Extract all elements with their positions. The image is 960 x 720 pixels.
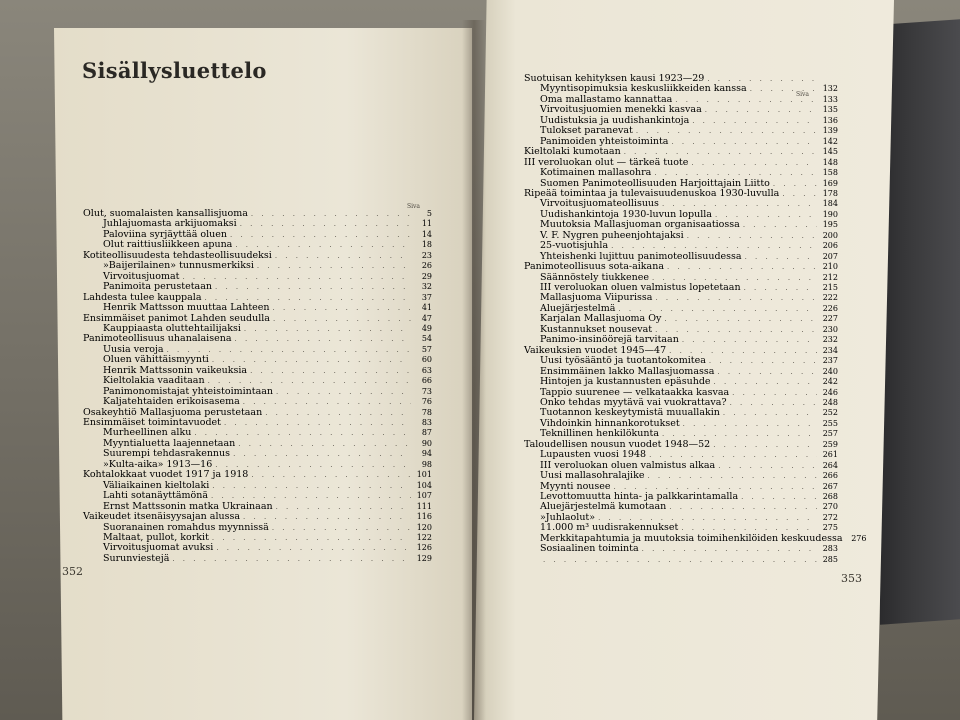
- toc-entry-title: Suotuisan kehityksen kausi 1923—29: [524, 73, 705, 84]
- toc-entry-page: 98: [421, 459, 432, 469]
- toc-entry: [540, 105, 838, 115]
- toc-entry-page: 148: [822, 157, 838, 167]
- toc-entry-title: Oma mallastamo kannattaa: [540, 93, 673, 105]
- toc-entry: [540, 199, 838, 209]
- toc-entry-title: Ensimmäinen lakko Mallasjuomassa: [540, 365, 715, 377]
- toc-entry-page: 212: [822, 272, 838, 282]
- leader-dots: [741, 492, 817, 502]
- toc-entry-title: Vihdoinkin hinnankorotukset: [540, 417, 680, 429]
- toc-entry-page: 234: [822, 345, 838, 355]
- toc-entry-page: 54: [421, 334, 432, 344]
- toc-entry-title: Tulokset paranevat: [540, 125, 633, 137]
- leader-dots: [250, 366, 411, 376]
- toc-entry-title: Ripeää toimintaa ja tulevaisuudenuskoa 1930-luvulla: [524, 187, 780, 199]
- leader-dots: [745, 252, 817, 262]
- toc-entry-title: Kustannukset nousevat: [540, 323, 653, 335]
- toc-entry-title: Juhlajuomasta arkijuomaksi: [103, 218, 237, 230]
- toc-entry-title: Aluejärjestelmä kumotaan: [540, 501, 667, 513]
- toc-entry-page: 237: [822, 356, 838, 366]
- toc-entry-page: 14: [421, 229, 432, 239]
- toc-entry-page: 101: [416, 470, 432, 480]
- leader-dots: [714, 377, 817, 387]
- toc-entry: [103, 428, 432, 438]
- toc-entry-title: 11.000 m³ uudisrakennukset: [540, 522, 679, 534]
- toc-entry-page: 49: [421, 323, 432, 333]
- leader-dots: [732, 388, 817, 398]
- toc-entry-title: Mallasjuoma Viipurissa: [540, 292, 653, 304]
- toc-entry-page: 190: [822, 209, 838, 219]
- page-number-right: 353: [841, 572, 862, 585]
- toc-entry-page: 5: [426, 209, 432, 218]
- toc-entry-title: Kotiteollisuudesta tehdasteollisuudeksi: [83, 249, 272, 261]
- leader-dots: [212, 355, 411, 365]
- leader-dots: [611, 241, 817, 251]
- toc-entry-page: 111: [416, 501, 432, 511]
- toc-entry-title: Vaikeuksien vuodet 1945—47: [524, 344, 667, 356]
- toc-entry-title: Oluen vähittäismyynti: [103, 354, 209, 366]
- toc-entry-page: 78: [421, 407, 432, 417]
- toc-entry-title: Uusi mallasohralajike: [540, 470, 645, 482]
- toc-entry: [103, 543, 432, 553]
- toc-entry-title: Uudistuksia ja uudishankintoja: [540, 114, 690, 126]
- leader-dots: [276, 387, 411, 397]
- toc-entry-page: 37: [421, 292, 432, 302]
- leader-dots: [230, 230, 411, 240]
- toc-entry-page: 132: [822, 84, 838, 94]
- toc-entry: [103, 355, 432, 365]
- toc-entry-title: Suurempi tehdasrakennus: [103, 448, 231, 460]
- toc-entry-title: Onko tehdas myytävä vai vuokrattava?: [540, 396, 727, 408]
- toc-entry-page: 122: [416, 532, 432, 542]
- toc-entry-page: 261: [822, 450, 838, 460]
- toc-entry-title: Olut raittiusliikkeen apuna: [103, 239, 233, 251]
- toc-entry-title: III veroluokan oluen valmistus lopetetaan: [540, 282, 741, 293]
- leader-dots: [744, 283, 817, 293]
- leader-dots: [647, 471, 817, 481]
- toc-entry-page: 232: [822, 335, 838, 345]
- toc-entry: [103, 261, 432, 271]
- toc-entry-page: 184: [822, 199, 838, 209]
- siva-label-left: Siva: [407, 203, 420, 210]
- toc-entry-page: 252: [822, 408, 838, 418]
- toc-entry: [540, 220, 838, 230]
- toc-entry: [524, 147, 838, 157]
- leader-dots: [671, 137, 817, 147]
- toc-entry-page: 200: [822, 230, 838, 240]
- toc-entry-page: 104: [416, 480, 432, 490]
- toc-entry-title: Ensimmäiset toimintavuodet: [83, 417, 221, 428]
- toc-entry-page: 195: [822, 220, 838, 230]
- toc-entry: [103, 523, 432, 533]
- toc-entry-page: 206: [822, 241, 838, 251]
- toc-entry-page: 41: [421, 303, 432, 313]
- toc-entry-page: 90: [421, 438, 432, 448]
- leader-dots: [238, 439, 411, 449]
- toc-entry-page: 83: [421, 418, 432, 427]
- toc-entry-title: Panimo-insinöörejä tarvitaan: [540, 334, 679, 346]
- toc-entry-title: Osakeyhtiö Mallasjuoma perustetaan: [83, 406, 263, 418]
- toc-entry-page: 169: [822, 178, 838, 188]
- toc-entry-title: Säännöstely tiukkenee: [540, 271, 650, 283]
- toc-entry-page: 268: [822, 492, 838, 501]
- toc-entry-page: 242: [822, 377, 838, 387]
- toc-entry-title: Ernst Mattssonin matka Ukrainaan: [103, 500, 273, 512]
- toc-entry-title: »Juhlaolut»: [540, 511, 596, 523]
- toc-entry-title: Henrik Mattssonin vaikeuksia: [103, 364, 248, 376]
- toc-entry: [103, 491, 432, 501]
- toc-entry-title: III veroluokan oluen valmistus alkaa: [540, 459, 716, 471]
- leader-dots: [251, 470, 411, 480]
- toc-entry-page: 23: [421, 250, 432, 260]
- toc-entry: [524, 262, 838, 272]
- toc-entry: [103, 554, 432, 564]
- toc-entry-title: Murheellinen alku: [103, 427, 192, 439]
- toc-entry-page: 142: [822, 136, 838, 146]
- toc-entry-page: 136: [822, 115, 838, 125]
- toc-entry-page: 285: [822, 554, 838, 564]
- toc-entry-page: 32: [421, 282, 432, 292]
- leader-dots: [664, 314, 817, 324]
- toc-entry-title: Myyntisopimuksia keskusliikkeiden kanssa: [540, 83, 747, 95]
- toc-entry-page: 272: [822, 512, 838, 522]
- toc-entry-page: 63: [421, 365, 432, 375]
- toc-entry-page: 240: [822, 366, 838, 376]
- toc-entry: [103, 282, 432, 292]
- leader-dots: [649, 450, 817, 460]
- toc-entry-title: Virvoitusjuomien menekki kasvaa: [540, 104, 702, 116]
- toc-entry: [540, 84, 838, 94]
- toc-entry-title: Muutoksia Mallasjuoman organisaatiossa: [540, 219, 740, 231]
- toc-entry: [540, 179, 838, 189]
- toc-entry-page: 275: [822, 523, 838, 533]
- leader-dots: [240, 219, 411, 229]
- toc-entry-title: Maltaat, pullot, korkit: [103, 531, 209, 543]
- toc-entry-page: 66: [421, 376, 432, 386]
- toc-entry-title: Surunviestejä: [103, 552, 170, 564]
- leader-dots: [194, 428, 411, 438]
- leader-dots: [273, 314, 411, 324]
- toc-entry: [83, 470, 432, 480]
- leader-dots: [172, 554, 411, 564]
- toc-entry: [103, 219, 432, 229]
- toc-entry-title: 25-vuotisjuhla: [540, 240, 609, 252]
- toc-entry: [103, 376, 432, 386]
- leader-dots: [212, 533, 411, 543]
- toc-entry: [540, 168, 838, 178]
- toc-entry-title: Olut, suomalaisten kansallisjuoma: [83, 208, 248, 219]
- toc-entry-page: 135: [822, 105, 838, 115]
- toc-entry-title: Suomen Panimoteollisuuden Harjoittajain Liitto: [540, 177, 770, 189]
- page-title: Sisällysluettelo: [82, 58, 267, 83]
- toc-entry: [540, 388, 838, 398]
- toc-entry-title: Tappio suurenee — velkataakka kasvaa: [540, 386, 730, 398]
- toc-entry-page: 283: [822, 544, 838, 554]
- toc-entry-page: 215: [822, 283, 838, 292]
- toc-entry-page: 264: [822, 460, 838, 470]
- toc-entry-title: Teknillinen henkilökunta: [540, 428, 660, 440]
- toc-entry-page: 270: [822, 502, 838, 512]
- toc-entry-title: V. F. Nygren puheenjohtajaksi: [540, 229, 684, 241]
- leader-dots: [216, 543, 411, 553]
- toc-entry-title: Vaikeudet itsenäisyysajan alussa: [83, 511, 241, 523]
- toc-entry-title: III veroluokan olut — tärkeä tuote: [524, 156, 689, 168]
- leader-dots: [212, 481, 411, 491]
- toc-entry: [83, 512, 432, 522]
- toc-entry-title: Lahdesta tulee kauppala: [83, 291, 202, 303]
- toc-entry: [540, 356, 838, 366]
- leader-dots: [211, 491, 411, 501]
- toc-entry-page: 26: [421, 261, 432, 271]
- toc-entry-page: 145: [822, 147, 838, 157]
- book-gutter: [462, 20, 486, 720]
- leader-dots: [681, 523, 817, 533]
- toc-entry-page: 210: [822, 262, 838, 272]
- toc-entry-title: Tuotannon keskeytymistä muuallakin: [540, 407, 720, 419]
- toc-entry-title: Kieltolakia vaaditaan: [103, 375, 205, 387]
- toc-entry-title: Uusia veroja: [103, 343, 164, 355]
- leader-dots: [782, 189, 817, 199]
- toc-entry-title: Lupausten vuosi 1948: [540, 449, 647, 461]
- toc-entry-page: 222: [822, 293, 838, 303]
- leader-dots: [709, 356, 817, 366]
- toc-entry-title: Panimoita perustetaan: [103, 281, 212, 293]
- leader-dots: [687, 231, 817, 241]
- toc-entry-title: Panimoteollisuus sota-aikana: [524, 261, 664, 273]
- toc-entry-page: 248: [822, 397, 838, 407]
- toc-entry-title: Virvoitusjuomateollisuus: [540, 198, 659, 210]
- toc-entry: [540, 523, 838, 533]
- leader-dots: [773, 179, 817, 189]
- leader-dots: [235, 240, 411, 250]
- leader-dots: [208, 376, 411, 386]
- leader-dots: [705, 105, 817, 115]
- toc-entry-title: Virvoitusjuomat: [103, 270, 180, 282]
- toc-entry-title: Uudishankintoja 1930-luvun lopulla: [540, 208, 712, 220]
- toc-entry: [103, 303, 432, 313]
- leader-dots: [215, 282, 411, 292]
- toc-entry: [540, 555, 838, 565]
- leader-dots: [692, 116, 817, 126]
- leader-dots: [244, 324, 411, 334]
- toc-entry-title: Ensimmäiset panimot Lahden seudulla: [83, 312, 270, 324]
- toc-entry: [540, 335, 838, 345]
- toc-entry: [540, 408, 838, 418]
- leader-dots: [636, 126, 817, 136]
- toc-entry-title: Karjalan Mallasjuoma Oy: [540, 313, 662, 325]
- leader-dots: [182, 272, 411, 282]
- toc-entry: [540, 502, 838, 512]
- leader-dots: [272, 523, 411, 533]
- book-cover-edge: [880, 19, 960, 625]
- toc-entry-title: Uusi työsääntö ja tuotantokomitea: [540, 355, 706, 367]
- leader-dots: [669, 502, 817, 512]
- toc-entry-page: 227: [822, 314, 838, 324]
- toc-entry: [540, 450, 838, 460]
- leader-dots: [276, 502, 411, 512]
- toc-entry-page: 267: [822, 481, 838, 491]
- leader-dots: [655, 293, 817, 303]
- toc-entry-title: Aluejärjestelmä: [540, 302, 616, 314]
- toc-entry-title: Taloudellisen nousun vuodet 1948—52: [524, 438, 711, 450]
- toc-entry-title: Panimonomistajat yhteistoimintaan: [103, 385, 274, 397]
- leader-dots: [243, 397, 411, 407]
- toc-entry-page: 94: [421, 449, 432, 459]
- toc-entry-title: Paloviina syrjäyttää oluen: [103, 228, 227, 240]
- toc-entry-page: 266: [822, 471, 838, 481]
- toc-entry: [540, 377, 838, 387]
- leader-dots: [723, 408, 817, 418]
- toc-entry: [83, 314, 432, 324]
- toc-entry-page: 257: [822, 429, 838, 439]
- leader-dots: [662, 199, 817, 209]
- page-number-left: 352: [62, 565, 83, 578]
- toc-entry-page: 230: [822, 324, 838, 334]
- toc-entry-title: Hintojen ja kustannusten epäsuhde: [540, 376, 711, 388]
- toc-entry-page: 126: [416, 543, 432, 553]
- toc-entry-page: 178: [822, 188, 838, 198]
- toc-entry-title: Kotimainen mallasohra: [540, 167, 652, 179]
- toc-entry: [540, 544, 838, 554]
- toc-entry-title: Kaljatehtaiden erikoisasema: [103, 396, 240, 408]
- toc-entry-page: 29: [421, 271, 432, 281]
- toc-entry-page: 120: [416, 522, 432, 532]
- leader-dots: [275, 251, 411, 261]
- toc-entry: [540, 293, 838, 303]
- toc-entry-page: 246: [822, 387, 838, 397]
- toc-entry-page: 18: [421, 240, 432, 250]
- leader-dots: [683, 419, 817, 429]
- toc-entry: [103, 397, 432, 407]
- toc-entry-page: 73: [421, 386, 432, 396]
- toc-entry-title: Kieltolaki kumotaan: [524, 146, 621, 158]
- leader-dots: [655, 325, 817, 335]
- toc-entry: [83, 334, 432, 344]
- leader-dots: [257, 261, 411, 271]
- toc-entry-page: 129: [416, 553, 432, 563]
- toc-entry-title: Myynti nousee: [540, 480, 611, 492]
- leader-dots: [718, 461, 817, 471]
- toc-entry-page: 57: [421, 344, 432, 354]
- leader-dots: [642, 544, 817, 554]
- toc-entry-title: Panimoteollisuus uhanalaisena: [83, 333, 232, 345]
- toc-entry-title: Kauppiaasta oluttehtailijaksi: [103, 322, 241, 334]
- leader-dots: [251, 209, 411, 219]
- toc-entry-page: 11: [421, 219, 432, 229]
- toc-entry: [103, 240, 432, 250]
- toc-entry-page: 139: [822, 126, 838, 136]
- toc-entry: [540, 471, 838, 481]
- toc-entry-title: Levottomuutta hinta- ja palkkarintamalla: [540, 491, 739, 502]
- toc-entry-title: Väliaikainen kieltolaki: [103, 479, 210, 491]
- toc-entry-title: Lahti sotanäyttämönä: [103, 490, 209, 502]
- toc-entry-page: 116: [416, 512, 432, 522]
- toc-entry-title: Henrik Mattsson muuttaa Lahteen: [103, 302, 270, 314]
- toc-entry-page: 276: [851, 533, 867, 543]
- leader-dots: [233, 449, 411, 459]
- leader-dots: [662, 429, 817, 439]
- leader-dots: [713, 440, 817, 450]
- toc-entry-title: Suoranainen romahdus myynnissä: [103, 521, 269, 533]
- toc-entry-title: Myyntialuetta laajennetaan: [103, 437, 236, 449]
- leader-dots: [743, 220, 817, 230]
- leader-dots: [717, 367, 817, 377]
- toc-entry-title: Virvoitusjuomat avuksi: [103, 542, 214, 554]
- leader-dots: [273, 303, 411, 313]
- leader-dots: [235, 334, 412, 344]
- toc-entry-title: »Kulta-aika» 1913—16: [103, 458, 213, 470]
- toc-entry-title: »Baijerilainen» tunnusmerkiksi: [103, 260, 254, 272]
- toc-entry-page: 60: [421, 355, 432, 365]
- toc-entry-title: Sosiaalinen toiminta: [540, 543, 639, 555]
- leader-dots: [654, 168, 817, 178]
- leader-dots: [243, 512, 411, 522]
- toc-entry-page: 207: [822, 251, 838, 261]
- toc-entry-page: 87: [421, 428, 432, 438]
- toc-entry-title: Panimoiden yhteistoiminta: [540, 135, 669, 147]
- toc-entry-page: 255: [822, 418, 838, 428]
- leader-dots: [750, 84, 817, 94]
- toc-entry: [540, 126, 838, 136]
- toc-entry-page: 47: [421, 313, 432, 323]
- toc-entry-page: 226: [822, 303, 838, 313]
- leader-dots: [624, 147, 817, 157]
- siva-label-right: Siva: [796, 91, 809, 98]
- toc-entry: [540, 241, 838, 251]
- leader-dots: [667, 262, 817, 272]
- toc-entry-page: 107: [416, 491, 432, 501]
- leader-dots: [691, 158, 817, 168]
- toc-entry: [103, 449, 432, 459]
- leader-dots: [730, 398, 817, 408]
- toc-entry-page: 158: [822, 168, 838, 178]
- toc-entry-page: 259: [822, 439, 838, 449]
- toc-entry-title: Kohtalokkaat vuodet 1917 ja 1918: [83, 469, 249, 481]
- leader-dots: [224, 418, 411, 428]
- toc-entry-title: Merkkitapahtumia ja muutoksia toimihenkilöiden keskuudessa: [540, 532, 843, 544]
- leader-dots: [265, 408, 411, 418]
- toc-entry-title: Yhteishenki lujittuu panimoteollisuudessa: [540, 250, 742, 262]
- toc-entry-page: 76: [421, 397, 432, 407]
- toc-entry: [540, 314, 838, 324]
- toc-entry-page: 133: [822, 94, 838, 104]
- leader-dots: [543, 555, 817, 565]
- toc-entry: [540, 429, 838, 439]
- leader-dots: [682, 335, 817, 345]
